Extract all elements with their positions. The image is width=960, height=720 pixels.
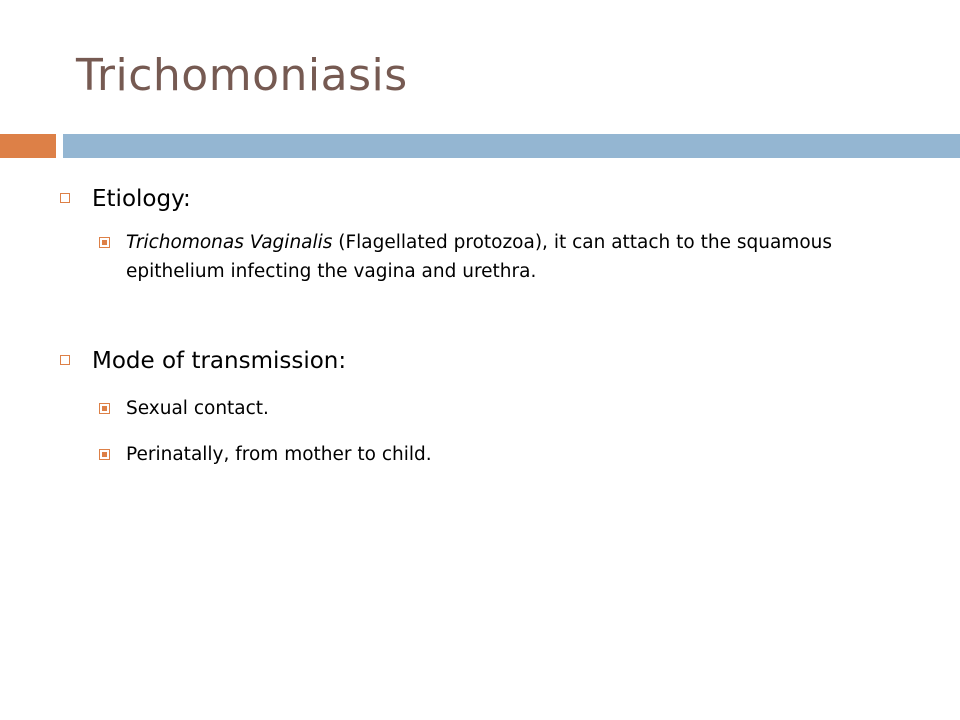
title-accent-bar-orange xyxy=(0,134,56,158)
section-etiology xyxy=(60,182,920,286)
hollow-square-bullet-icon xyxy=(60,193,70,203)
section-transmission xyxy=(60,344,920,469)
bullet-text: Perinatally, from mother to child. xyxy=(126,444,432,465)
organism-name: Trichomonas Vaginalis xyxy=(126,232,333,253)
bullet-level1-transmission xyxy=(60,344,920,378)
bullet-text: Sexual contact. xyxy=(126,398,269,419)
slide-title: Trichomoniasis xyxy=(76,50,408,101)
filled-square-bullet-icon xyxy=(99,403,110,414)
section-heading: Mode of transmission: xyxy=(92,348,347,374)
bullet-level2-sexual-contact xyxy=(60,394,920,423)
filled-square-bullet-icon xyxy=(99,449,110,460)
bullet-level2-etiology-detail xyxy=(60,228,920,286)
filled-square-bullet-icon xyxy=(99,237,110,248)
section-heading: Etiology: xyxy=(92,186,191,212)
etiology-description: (Flagellated protozoa), it can attach to the squamous epithelium infecting the vagina and urethra. xyxy=(126,232,833,282)
bullet-level1-etiology xyxy=(60,182,920,216)
bullet-level2-perinatal xyxy=(60,440,920,469)
slide-content xyxy=(60,182,920,469)
hollow-square-bullet-icon xyxy=(60,355,70,365)
title-accent-bar-blue xyxy=(63,134,960,158)
